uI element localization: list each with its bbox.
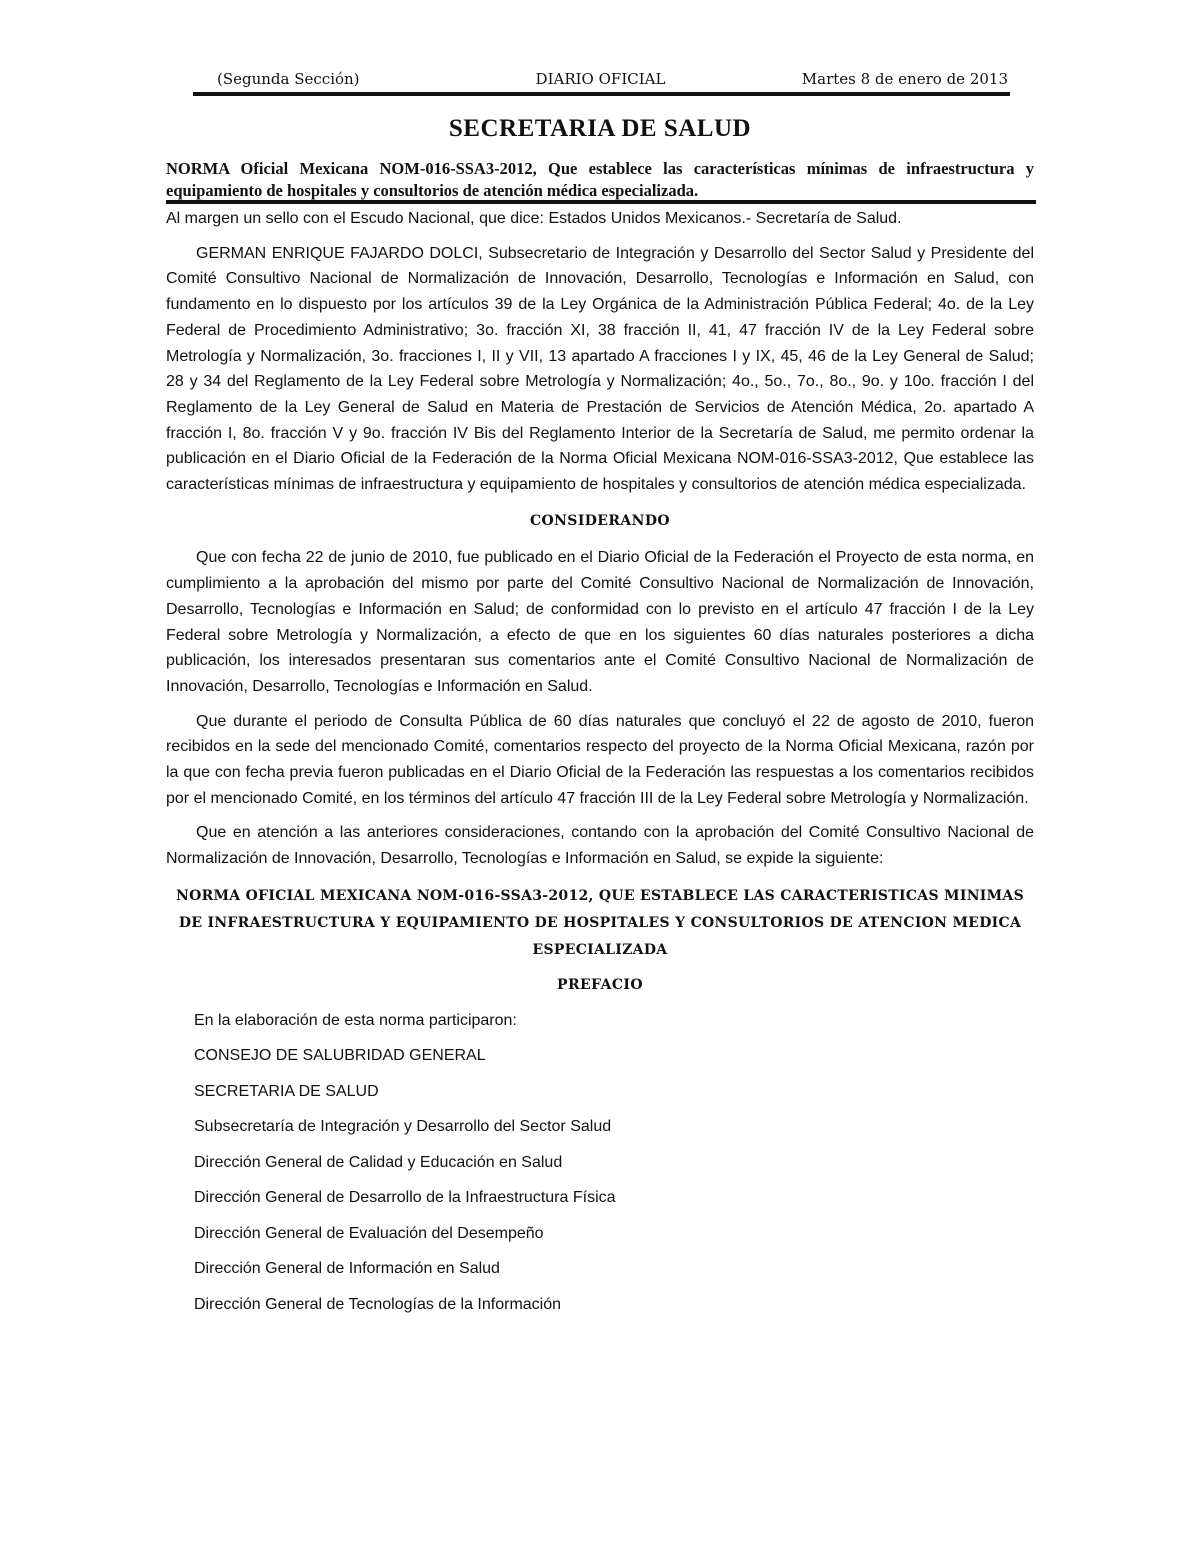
considerando-paragraph-2: Que durante el periodo de Consulta Pública de 60 días naturales que concluyó el 22 de agosto de 2010, fueron recibidos en la sede del mencionado Comité, comentarios respecto del proyecto de la Norma Oficial Mexicana, razón por la que con fecha previa fueron publicadas en el Diario Oficial de la Federación las respuestas a los comentarios recibidos por el mencionado Comité, en los términos del artículo 47 fracción III de la Ley Federal sobre Metrología y Normalización. bbox=[166, 712, 1034, 807]
considerando-heading: CONSIDERANDO bbox=[529, 512, 671, 529]
list-item: SECRETARIA DE SALUD bbox=[194, 1082, 379, 1100]
list-item: CONSEJO DE SALUBRIDAD GENERAL bbox=[194, 1047, 486, 1065]
list-item: Dirección General de Tecnologías de la Información bbox=[194, 1295, 562, 1313]
margin-note: Al margen un sello con el Escudo Nacional, que dice: Estados Unidos Mexicanos.- Secretaría de Salud. bbox=[166, 210, 902, 227]
participants-list bbox=[166, 1003, 1034, 1323]
heading-rule bbox=[166, 200, 1036, 204]
norm-heading: NORMA Oficial Mexicana NOM-016-SSA3-2012, Que establece las características mínimas de infraestructura y equipamiento de hospitales y consultorios de atención médica especializada. bbox=[166, 159, 1034, 200]
norma-title: NORMA OFICIAL MEXICANA NOM-016-SSA3-2012, QUE ESTABLECE LAS CARACTERISTICAS MINIMAS DE INFRAESTRUCTURA Y EQUIPAMIENTO DE HOSPITALES Y CONSULTORIOS DE ATENCION MEDICA ESPECIALIZADA bbox=[175, 887, 1025, 958]
list-item: Dirección General de Calidad y Educación en Salud bbox=[194, 1153, 563, 1171]
prefacio-heading: PREFACIO bbox=[557, 976, 643, 993]
list-item: Subsecretaría de Integración y Desarrollo del Sector Salud bbox=[194, 1118, 612, 1136]
list-item: Dirección General de Evaluación del Desempeño bbox=[194, 1224, 544, 1242]
document-title: SECRETARIA DE SALUD bbox=[448, 115, 752, 142]
list-item: Dirección General de Información en Salud bbox=[194, 1260, 500, 1278]
header-section: (Segunda Sección) bbox=[217, 70, 360, 88]
document-body bbox=[166, 206, 1034, 1322]
header-rule bbox=[193, 92, 1010, 96]
header-newspaper: DIARIO OFICIAL bbox=[535, 70, 666, 88]
page-header bbox=[193, 70, 1008, 92]
list-item: En la elaboración de esta norma participaron: bbox=[194, 1011, 517, 1029]
list-item: Dirección General de Desarrollo de la Infraestructura Física bbox=[194, 1189, 616, 1207]
considerando-paragraph-3: Que en atención a las anteriores consideraciones, contando con la aprobación del Comité Consultivo Nacional de Normalización de Innovación, Desarrollo, Tecnologías e Información en Salud, se expide la siguiente: bbox=[166, 824, 1034, 868]
header-date: Martes 8 de enero de 2013 bbox=[801, 70, 1008, 88]
considerando-paragraph-1: Que con fecha 22 de junio de 2010, fue publicado en el Diario Oficial de la Federación el Proyecto de esta norma, en cumplimiento a la aprobación del mismo por parte del Comité Consultivo Nacional de Normalización de Innovación, Desarrollo, Tecnologías e Información en Salud; de conformidad con lo previsto en el artículo 47 fracción I de la Ley Federal sobre Metrología y Normalización, a efecto de que en los siguientes 60 días naturales posteriores a dicha publicación, los interesados presentaran sus comentarios ante el Comité Consultivo Nacional de Normalización de Innovación, Desarrollo, Tecnologías e Información en Salud. bbox=[166, 549, 1034, 695]
intro-paragraph: GERMAN ENRIQUE FAJARDO DOLCI, Subsecretario de Integración y Desarrollo del Sector Salud y Presidente del Comité Consultivo Nacional de Normalización de Innovación, Desarrollo, Tecnologías e Información en Salud, con fundamento en lo dispuesto por los artículos 39 de la Ley Orgánica de la Administración Pública Federal; 4o. de la Ley Federal de Procedimiento Administrativo; 3o. fracción XI, 38 fracción II, 41, 47 fracción IV de la Ley Federal sobre Metrología y Normalización, 3o. fracciones I, II y VII, 13 apartado A fracciones I y IX, 45, 46 de la Ley General de Salud; 28 y 34 del Reglamento de la Ley Federal sobre Metrología y Normalización; 4o., 5o., 7o., 8o., 9o. y 10o. fracción I del Reglamento de la Ley General de Salud en Materia de Prestación de Servicios de Atención Médica, 2o. apartado A fracción I, 8o. fracción V y 9o. fracción IV Bis del Reglamento Interior de la Secretaría de Salud, me permito ordenar la publicación en el Diario Oficial de la Federación de la Norma Oficial Mexicana NOM-016-SSA3-2012, Que establece las características mínimas de infraestructura y equipamiento de hospitales y consultorios de atención médica especializada. bbox=[166, 244, 1034, 494]
